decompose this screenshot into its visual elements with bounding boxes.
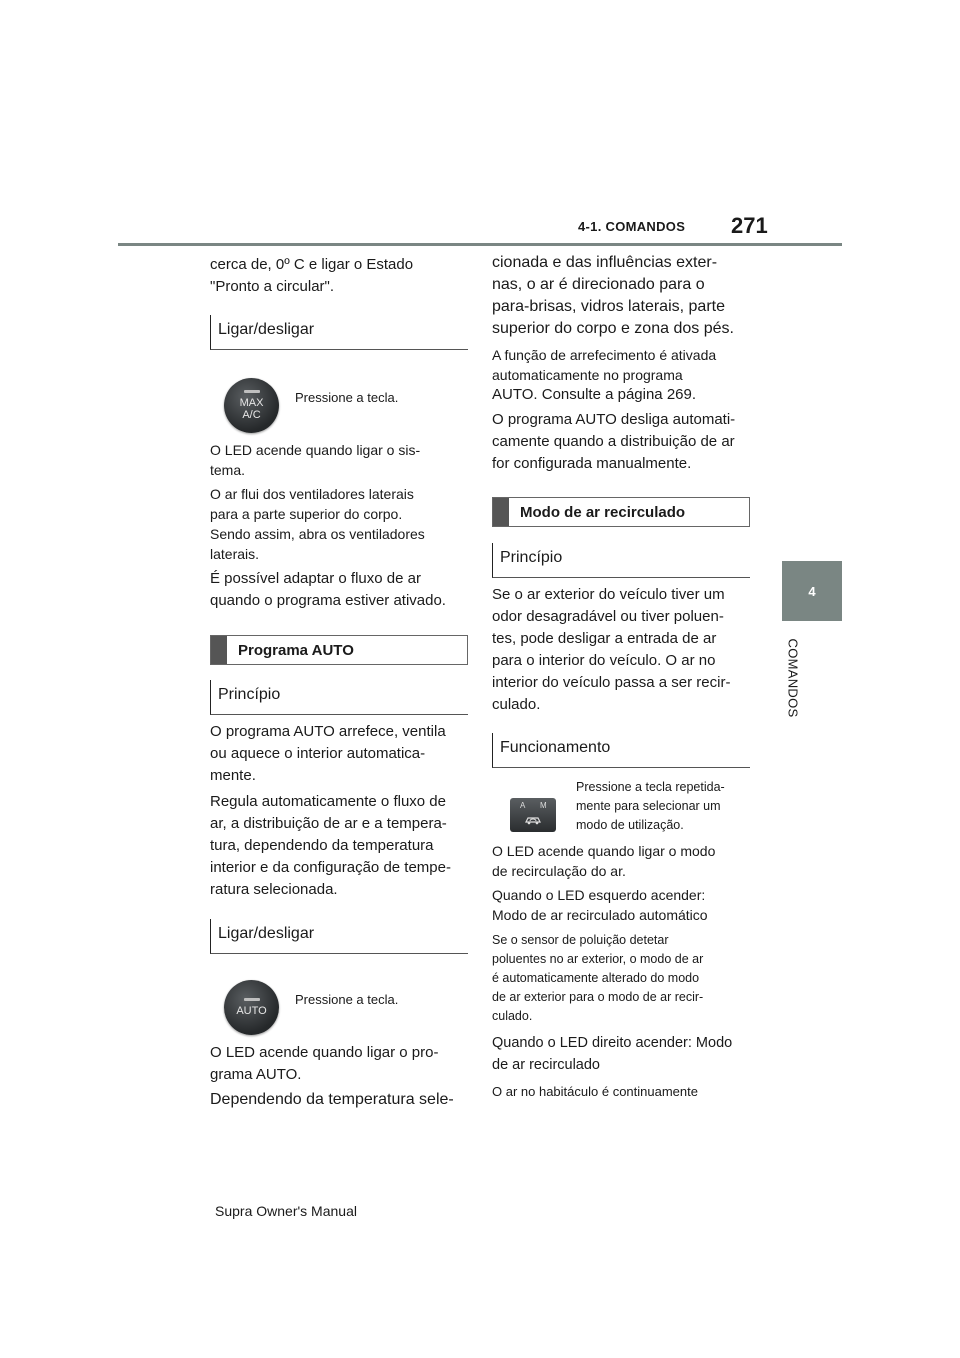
body-line: for configurada manualmente. — [492, 455, 692, 472]
body-line: Quando o LED esquerdo acender: — [492, 887, 706, 903]
body-line: para a parte superior do corpo. — [210, 506, 403, 522]
body-line: O ar flui dos ventiladores laterais — [210, 486, 414, 502]
body-line: Quando o LED direito acender: Modo — [492, 1035, 733, 1051]
body-line: nas, o ar é direcionado para o — [492, 276, 705, 293]
body-line: ar, a distribuição de ar e a tempera- — [210, 815, 447, 832]
body-line: para o interior do veículo. O ar no — [492, 652, 716, 669]
chapter-label-text: COMANDOS — [785, 638, 801, 718]
body-line: Regula automaticamente o fluxo de — [210, 793, 446, 810]
recirculation-button-icon — [510, 798, 556, 832]
subheading-on-off: Ligar/desligar — [210, 919, 468, 954]
chapter-number: 4 — [808, 583, 816, 599]
body-line: grama AUTO. — [210, 1066, 302, 1083]
body-line: mente. — [210, 767, 256, 784]
body-line: culado. — [492, 696, 541, 713]
instruction-text: Pressione a tecla. — [295, 992, 399, 1007]
body-line: poluentes no ar exterior, o modo de ar — [492, 952, 704, 966]
page-number: 271 — [731, 213, 768, 238]
body-line: A função de arrefecimento é ativada — [492, 347, 717, 363]
intro-line: cerca de, 0º C e ligar o Estado — [210, 256, 414, 273]
body-line: tema. — [210, 462, 246, 478]
subheading-on-off: Ligar/desligar — [210, 315, 468, 350]
auto-label: AUTO — [236, 1005, 267, 1017]
heading-title: Modo de ar recirculado — [520, 503, 686, 521]
body-line: interior do veículo passa a ser recir- — [492, 674, 731, 691]
body-line: tura, dependendo da temperatura — [210, 837, 434, 854]
running-header-section: 4-1. COMANDOS — [578, 219, 686, 234]
body-line: automaticamente no programa — [492, 367, 683, 383]
subheading-operation: Funcionamento — [492, 733, 750, 768]
heading-bar — [211, 636, 227, 664]
body-line: Sendo assim, abra os ventiladores — [210, 526, 425, 542]
body-line: odor desagradável ou tiver poluen- — [492, 608, 724, 625]
body-line: tes, pode desligar a entrada de ar — [492, 630, 717, 647]
body-line: Dependendo da temperatura sele- — [210, 1091, 454, 1108]
body-line: de ar recirculado — [492, 1057, 600, 1073]
ac-label: A/C — [242, 409, 261, 421]
body-line: é automaticamente alterado do modo — [492, 971, 700, 985]
body-line: O programa AUTO desliga automati- — [492, 411, 736, 428]
body-line: ou aquece o interior automatica- — [210, 745, 426, 762]
body-line: camente quando a distribuição de ar — [492, 433, 735, 450]
body-line: Se o sensor de poluição detetar — [492, 933, 669, 947]
instruction-text: Pressione a tecla. — [295, 390, 399, 405]
heading-title: Programa AUTO — [238, 641, 354, 659]
manual-footer: Supra Owner's Manual — [215, 1203, 357, 1219]
heading-auto-program — [210, 635, 468, 665]
body-line: AUTO. Consulte a página 269. — [492, 386, 697, 403]
body-line: culado. — [492, 1009, 533, 1023]
header-rule — [118, 243, 842, 246]
intro-line: "Pronto a circular". — [210, 278, 335, 295]
body-line: interior e da configuração de tempe- — [210, 859, 451, 876]
body-line: O programa AUTO arrefece, ventila — [210, 723, 446, 740]
max-ac-button-icon — [224, 378, 279, 433]
auto-button-icon — [224, 980, 279, 1035]
subheading-principle: Princípio — [492, 543, 750, 578]
instruction-text: Pressione a tecla repetida- — [576, 780, 725, 794]
body-line: de recirculação do ar. — [492, 863, 626, 879]
chapter-tab — [782, 561, 842, 621]
led-indicator — [244, 390, 260, 393]
body-line: O LED acende quando ligar o modo — [492, 843, 716, 859]
body-line: para-brisas, vidros laterais, parte — [492, 298, 725, 315]
body-line: quando o programa estiver ativado. — [210, 592, 446, 609]
body-line: de ar exterior para o modo de ar recir- — [492, 990, 704, 1004]
instruction-text: modo de utilização. — [576, 818, 684, 832]
body-line: Modo de ar recirculado automático — [492, 907, 708, 923]
body-line: cionada e das influências exter- — [492, 254, 718, 271]
body-line: É possível adaptar o fluxo de ar — [210, 570, 421, 587]
chapter-tab-label — [778, 632, 808, 724]
led-indicator — [244, 998, 260, 1001]
subheading-principle: Princípio — [210, 680, 468, 715]
manual-mode-label: M — [540, 801, 547, 810]
heading-bar — [493, 498, 509, 526]
heading-recirculated-air — [492, 497, 750, 527]
body-line: O LED acende quando ligar o pro- — [210, 1044, 439, 1061]
auto-mode-label: A — [520, 801, 526, 810]
body-line: ratura selecionada. — [210, 881, 338, 898]
body-line: laterais. — [210, 546, 260, 562]
body-line: O LED acende quando ligar o sis- — [210, 442, 421, 458]
body-line: O ar no habitáculo é continuamente — [492, 1084, 698, 1099]
body-line: superior do corpo e zona dos pés. — [492, 320, 734, 337]
car-recirculation-icon — [523, 812, 543, 826]
body-line: Se o ar exterior do veículo tiver um — [492, 586, 725, 603]
instruction-text: mente para selecionar um — [576, 799, 721, 813]
max-label: MAX — [239, 397, 264, 409]
